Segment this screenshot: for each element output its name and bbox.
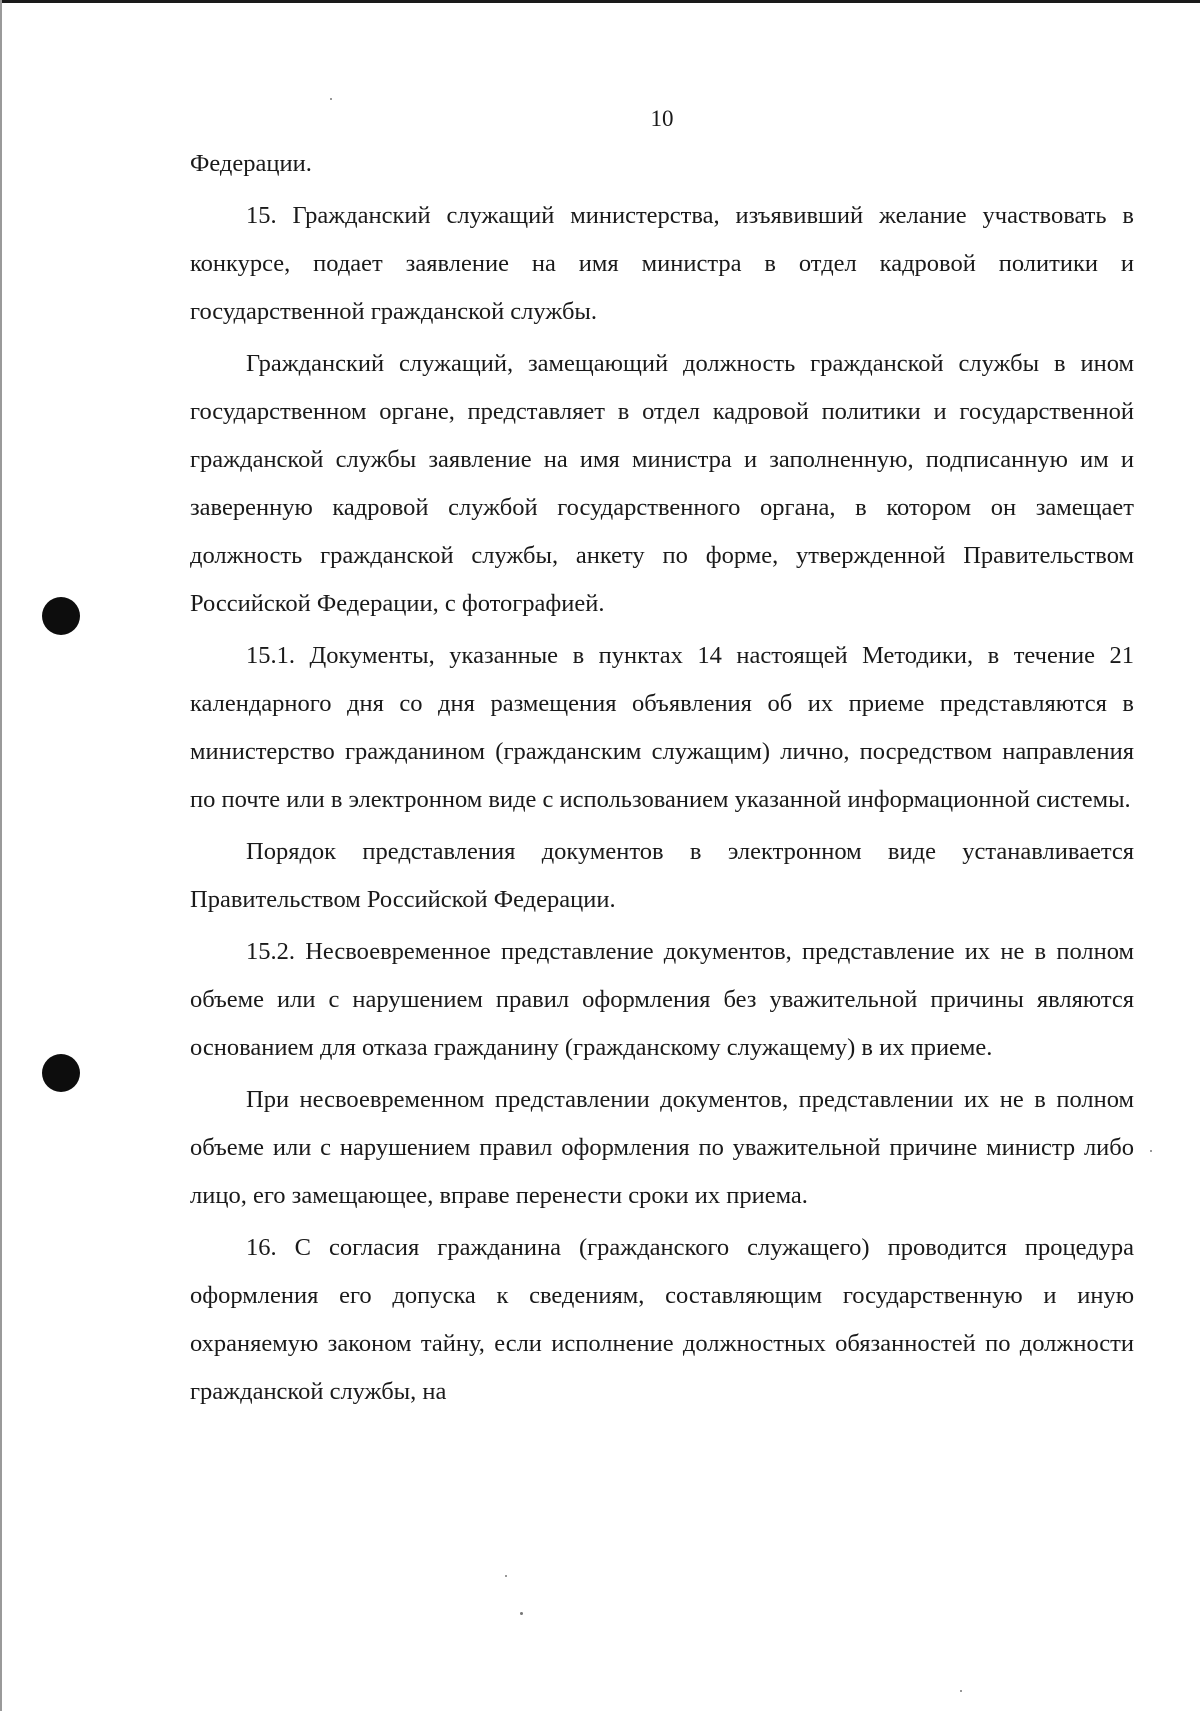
- page-left-edge: [0, 0, 2, 1711]
- paragraph-15-1-electronic: Порядок представления документов в электронном виде устанавливается Правительством Российской Федерации.: [190, 838, 1134, 913]
- punch-hole-lower: [42, 1054, 80, 1092]
- scan-speck: [520, 1612, 523, 1615]
- page-top-border: [0, 0, 1200, 3]
- paragraph-16: 16. С согласия гражданина (гражданского служащего) проводится процедура оформления его допуска к сведениям, составляющим государственную и иную охраняемую законом тайну, если исполнение должностных обязанностей по должности гражданской службы, на: [190, 1234, 1134, 1405]
- scan-speck: [330, 98, 332, 100]
- scan-speck: [505, 1575, 507, 1577]
- paragraph-15-2: 15.2. Несвоевременное представление документов, представление их не в полном объеме или с нарушением правил оформления без уважительной причины являются основанием для отказа гражданину (гражданскому служащему) в их приеме.: [190, 938, 1134, 1061]
- scan-speck: [960, 1690, 962, 1692]
- paragraph-15-other-agency: Гражданский служащий, замещающий должность гражданской службы в ином государственном органе, представляет в отдел кадровой политики и государственной гражданской службы заявление на имя министра и заполненную, подписанную им и заверенную кадровой службой государственного органа, в котором он замещает должность гражданской службы, анкету по форме, утвержденной Правительством Российской Федерации, с фотографией.: [190, 350, 1134, 617]
- punch-hole-upper: [42, 597, 80, 635]
- scan-speck: [1150, 1150, 1152, 1152]
- paragraph-15-1: 15.1. Документы, указанные в пунктах 14 настоящей Методики, в течение 21 календарного дня со дня размещения объявления об их приеме представляются в министерство гражданином (гражданским служащим) лично, посредством направления по почте или в электронном виде с использованием указанной информационной системы.: [190, 642, 1134, 813]
- paragraph-15: 15. Гражданский служащий министерства, изъявивший желание участвовать в конкурсе, подает заявление на имя министра в отдел кадровой политики и государственной гражданской службы.: [190, 202, 1134, 325]
- document-body: [190, 140, 1134, 1420]
- page-number: 10: [650, 106, 674, 131]
- paragraph-continuation: Федерации.: [190, 150, 312, 177]
- paragraph-15-2-valid-reason: При несвоевременном представлении документов, представлении их не в полном объеме или с нарушением правил оформления по уважительной причине министр либо лицо, его замещающее, вправе перенести сроки их приема.: [190, 1086, 1134, 1209]
